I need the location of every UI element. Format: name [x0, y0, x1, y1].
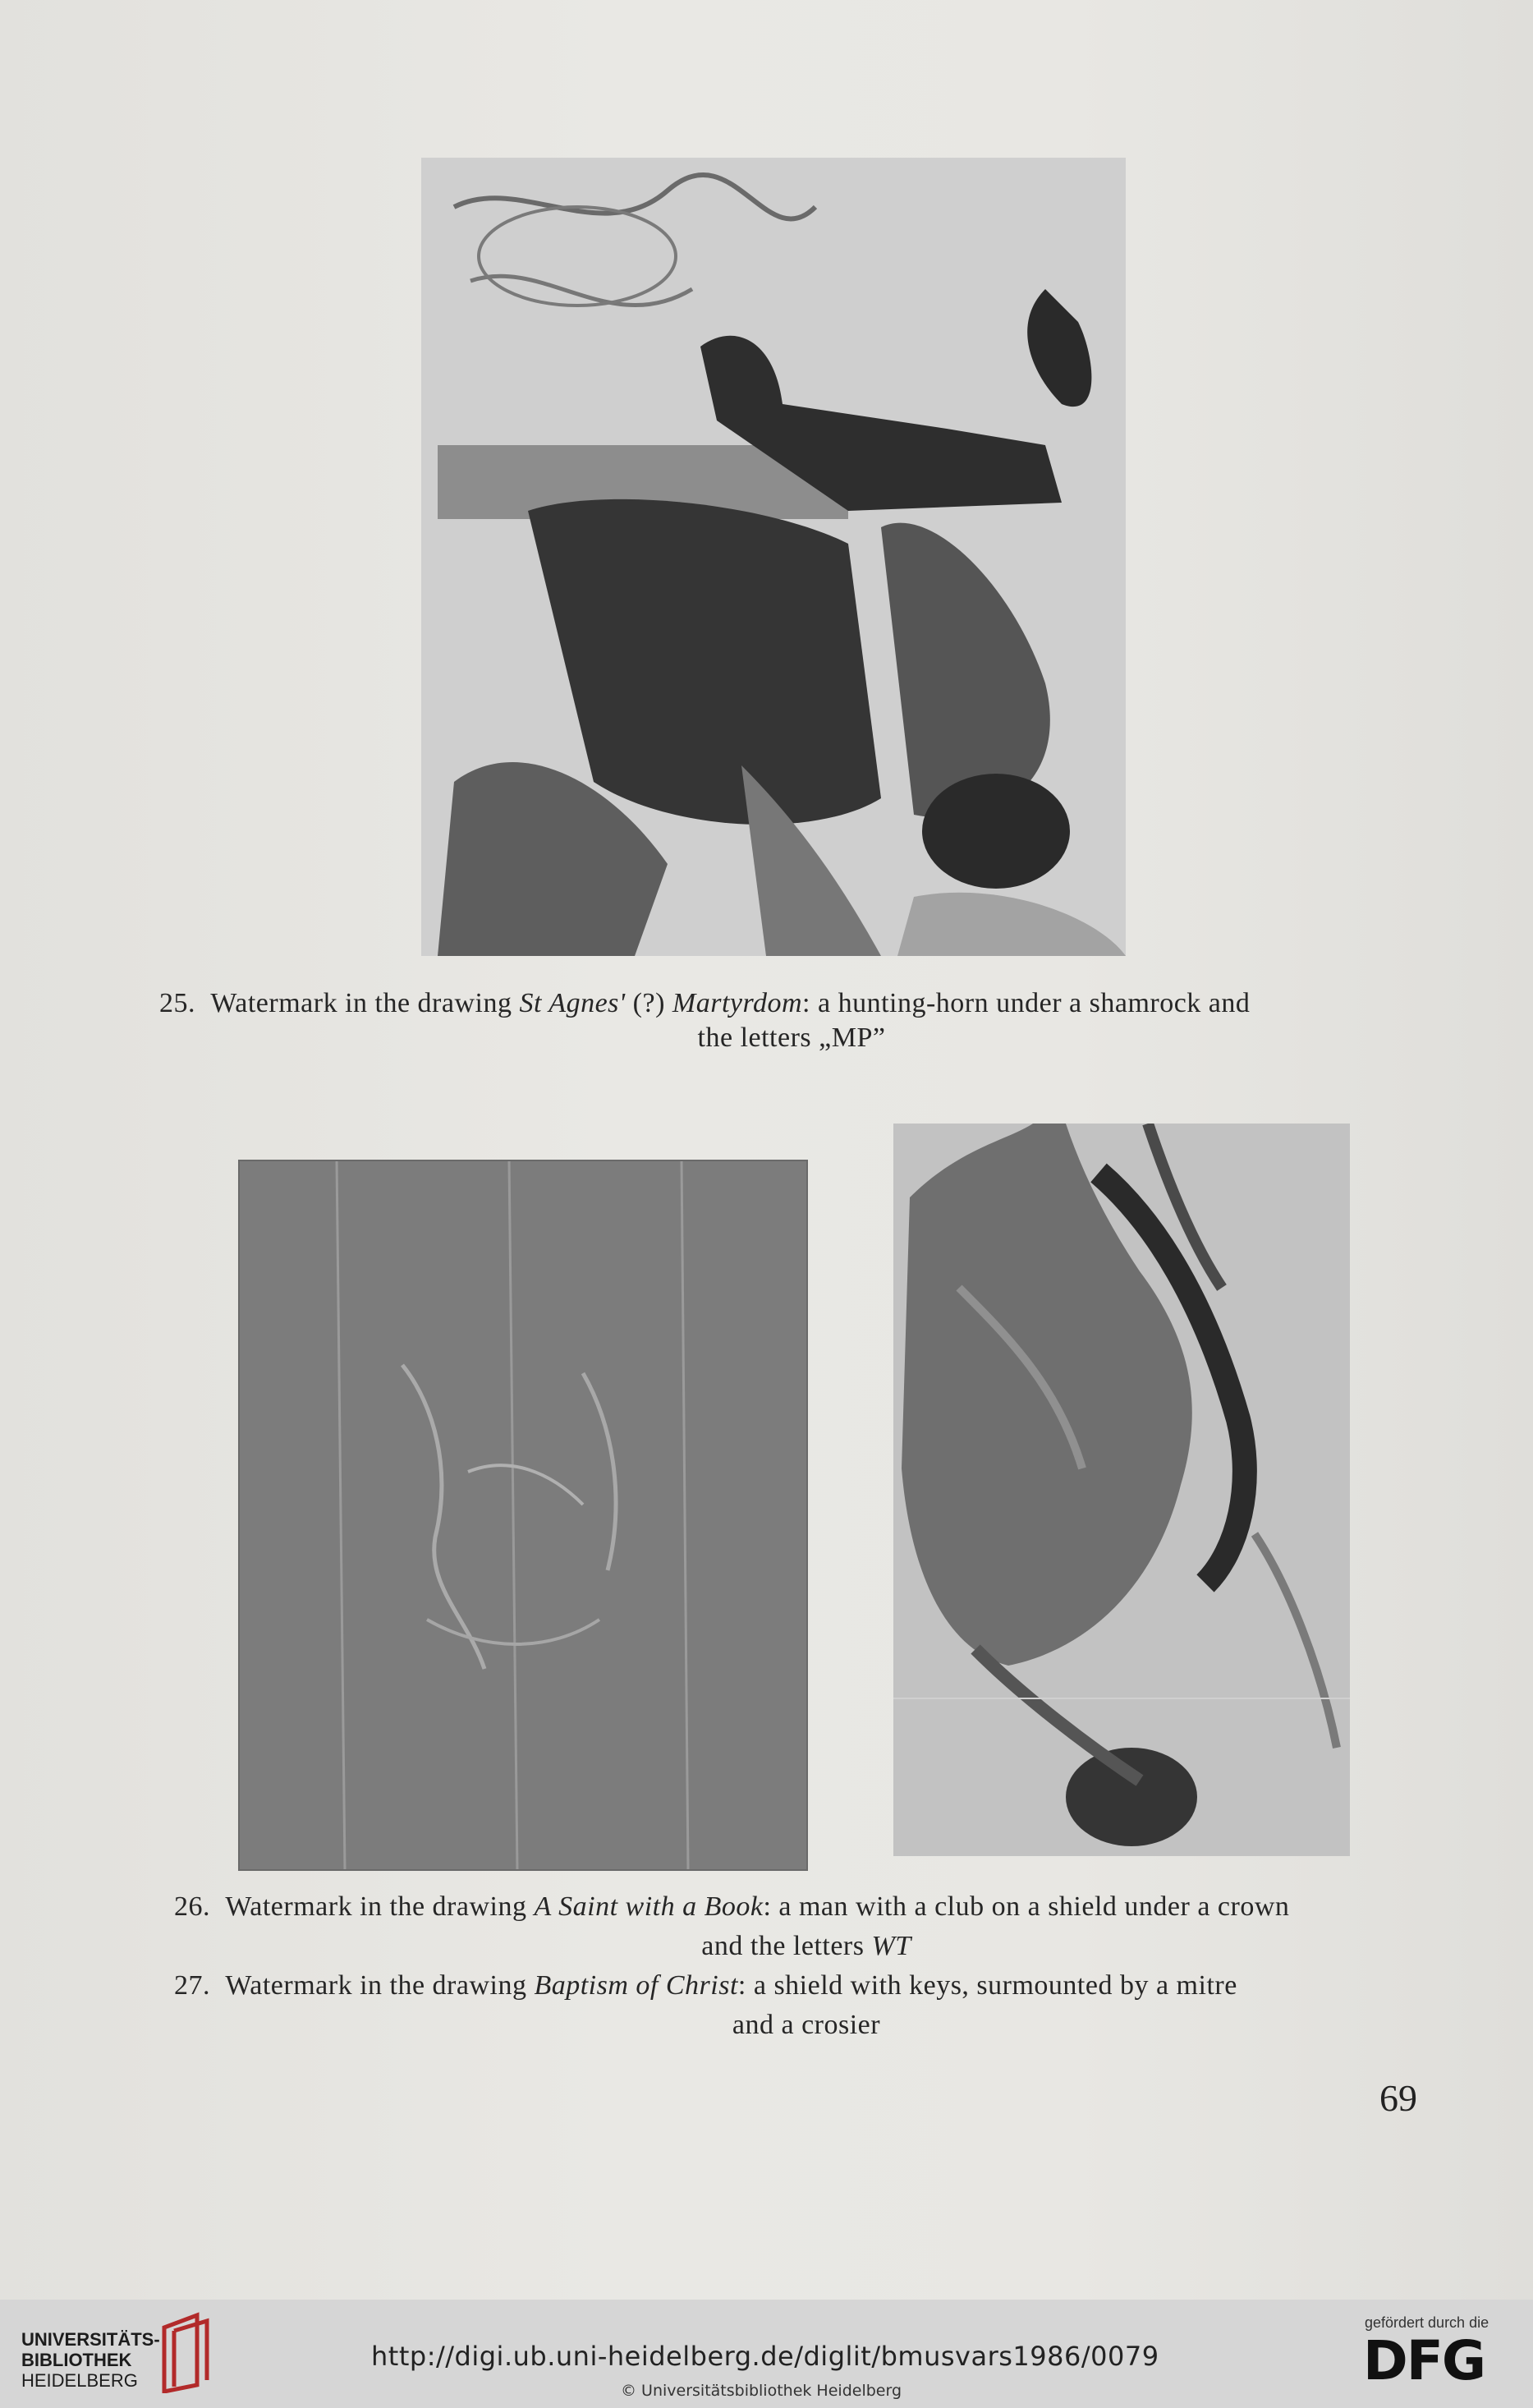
- figure-27-caption-post: : a shield with keys, surmounted by a mitre: [737, 1970, 1237, 2001]
- figure-25-number: 25.: [159, 988, 195, 1018]
- figure-27-caption: [174, 1968, 1439, 2004]
- library-logo-text[interactable]: [21, 2329, 160, 2391]
- permalink-url[interactable]: http://digi.ub.uni-heidelberg.de/diglit/bmusvars1986/0079: [371, 2341, 1159, 2372]
- figure-25-title-b: Martyrdom: [672, 988, 803, 1018]
- figure-27-image: [893, 1124, 1350, 1856]
- figure-25-image: [421, 158, 1126, 956]
- dfg-logo[interactable]: DFG: [1363, 2329, 1485, 2392]
- figure-26-caption-pre: Watermark in the drawing: [225, 1891, 527, 1922]
- figure-25-caption-line2: the letters „MP”: [697, 1022, 886, 1053]
- figure-25-watermark-photo: [421, 158, 1126, 956]
- library-name-line1: UNIVERSITÄTS-: [21, 2329, 160, 2350]
- dfg-funding-label: gefördert durch die: [1365, 2314, 1489, 2331]
- figure-27-caption-pre: Watermark in the drawing: [225, 1970, 527, 2001]
- figure-26-title: A Saint with a Book: [534, 1891, 764, 1922]
- figure-27-title: Baptism of Christ: [534, 1970, 738, 2001]
- library-name-line2: BIBLIOTHEK: [21, 2350, 132, 2370]
- page-number: 69: [1379, 2077, 1417, 2119]
- figure-25-caption-post: : a hunting-horn under a shamrock and: [802, 988, 1251, 1018]
- library-name-line3: HEIDELBERG: [21, 2370, 138, 2391]
- figure-25-caption-mid: (?): [632, 988, 665, 1018]
- footer-bar: [0, 2300, 1533, 2408]
- figure-27-number: 27.: [174, 1970, 210, 2001]
- figure-26-line2-pre: and the letters: [701, 1931, 865, 1961]
- figure-26-caption-line2: [174, 1928, 1439, 1965]
- figure-27-caption-line2: and a crosier: [732, 2010, 881, 2040]
- figure-26-number: 26.: [174, 1891, 210, 1922]
- figure-26-watermark-photo: [238, 1160, 808, 1871]
- figure-27-watermark-photo: [893, 1124, 1350, 1856]
- figure-25-title-a: St Agnes': [519, 988, 626, 1018]
- figure-26-caption: [174, 1889, 1439, 1925]
- library-logo-icon: [156, 2311, 213, 2393]
- figure-25-caption-pre: Watermark in the drawing: [210, 988, 512, 1018]
- figure-26-image: [238, 1160, 808, 1871]
- figure-26-caption-post: : a man with a club on a shield under a crown: [763, 1891, 1290, 1922]
- figure-26-letters: WT: [871, 1931, 911, 1961]
- figure-25-caption: [159, 986, 1424, 1022]
- copyright-notice: © Universitätsbibliothek Heidelberg: [621, 2382, 902, 2400]
